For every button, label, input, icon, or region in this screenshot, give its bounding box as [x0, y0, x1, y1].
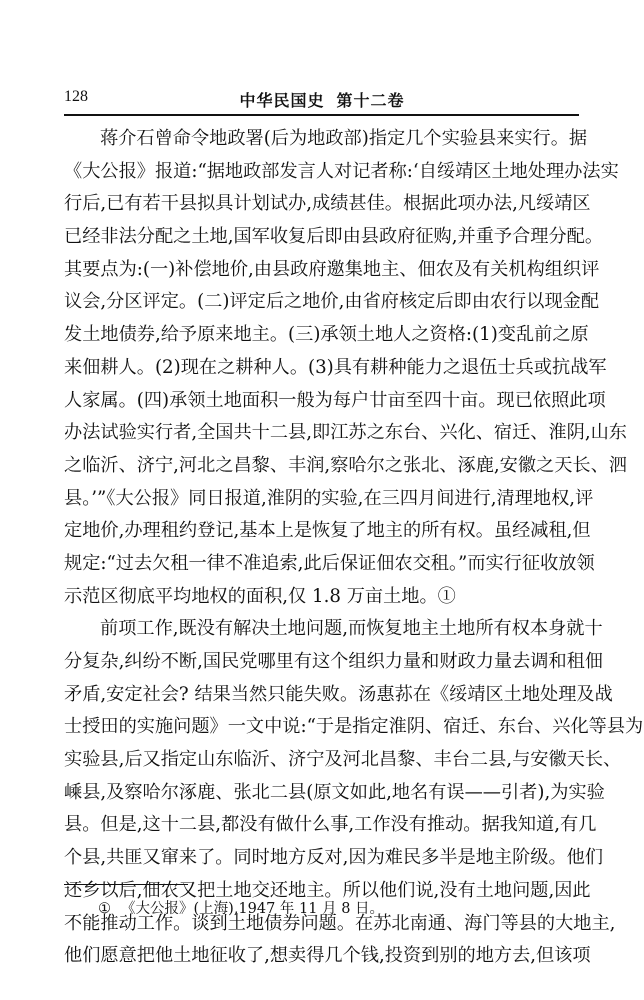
text-line: 定地价,办理租约登记,基本上是恢复了地主的所有权。虽经减租,但	[64, 520, 591, 542]
text-line: 办法试验实行者,全国共十二县,即江苏之东台、兴化、宿迁、淮阴,山东	[64, 422, 627, 444]
text-line: 行后,已有若干县拟具计划试办,成绩甚佳。根据此项办法,凡绥靖区	[64, 193, 591, 215]
text-line: 前项工作,既没有解决土地问题,而恢复地主土地所有权本身就十	[100, 618, 603, 640]
text-line: 规定:“过去欠租一律不准追索,此后保证佃农交租。”而实行征收放领	[64, 552, 595, 574]
header-rule	[64, 114, 579, 116]
text-line: 县。’”《大公报》同日报道,淮阴的实验,在三四月间进行,清理地权,评	[64, 487, 594, 509]
text-line: 之临沂、济宁,河北之昌黎、丰润,察哈尔之张北、涿鹿,安徽之天长、泗	[64, 454, 627, 476]
body-text	[64, 123, 644, 973]
text-line: 还乡以后,佃农又把土地交还地主。所以他们说,没有土地问题,因此	[64, 879, 591, 901]
text-line: 发土地债券,给予原来地主。(三)承领土地人之资格:(1)变乱前之原	[64, 324, 589, 346]
footnote-marker: ①	[98, 901, 111, 917]
text-line: 已经非法分配之土地,国军收复后即由县政府征购,并重予合理分配。	[64, 226, 604, 248]
text-line: 人家属。(四)承领土地面积一般为每户廿亩至四十亩。现已依照此项	[64, 389, 606, 411]
text-line: 《大公报》报道:“据地政部发言人对记者称:‘自绥靖区土地处理办法实	[64, 160, 619, 182]
text-line: 县。但是,这十二县,都没有做什么事,工作没有推动。据我知道,有几	[64, 814, 597, 836]
footnote	[98, 898, 384, 920]
footnote-text: 《大公报》(上海),1947 年 11 月 8 日。	[121, 901, 385, 917]
text-line: 议会,分区评定。(二)评定后之地价,由省府核定后即由农行以现金配	[64, 291, 600, 313]
text-line: 矛盾,安定社会? 结果当然只能失败。汤惠荪在《绥靖区土地处理及战	[64, 683, 613, 705]
text-line: 他们愿意把他土地征收了,想卖得几个钱,投资到别的地方去,但该项	[64, 945, 591, 967]
text-line: 来佃耕人。(2)现在之耕种人。(3)具有耕种能力之退伍士兵或抗战军	[64, 356, 607, 378]
text-line: 士授田的实施问题》一文中说:“于是指定淮阴、宿迁、东台、兴化等县为	[64, 716, 644, 738]
text-line: 个县,共匪又窜来了。同时地方反对,因为难民多半是地主阶级。他们	[64, 847, 604, 869]
book-title: 中华民国史	[239, 91, 325, 110]
text-line: 蒋介石曾命令地政署(后为地政部)指定几个实验县来实行。据	[100, 128, 588, 149]
text-line: 实验县,后又指定山东临沂、济宁及河北昌黎、丰台二县,与安徽天长、	[64, 749, 622, 771]
footnote-rule	[64, 884, 188, 885]
volume-label: 第十二卷	[336, 91, 405, 110]
running-head	[0, 88, 644, 111]
page-number: 128	[64, 88, 88, 105]
text-line: 分复杂,纠纷不断,国民党哪里有这个组织力量和财政力量去调和租佃	[64, 651, 604, 672]
text-line: 示范区彻底平均地权的面积,仅 1.8 万亩土地。①	[64, 585, 456, 607]
text-line: 其要点为:(一)补偿地价,由县政府邀集地主、佃农及有关机构组织评	[64, 258, 600, 280]
text-line: 不能推动工作。谈到土地债券问题。在苏北南通、海门等县的大地主,	[64, 912, 616, 934]
text-line: 嵊县,及察哈尔涿鹿、张北二县(原文如此,地名有误——引者),为实验	[64, 781, 605, 803]
